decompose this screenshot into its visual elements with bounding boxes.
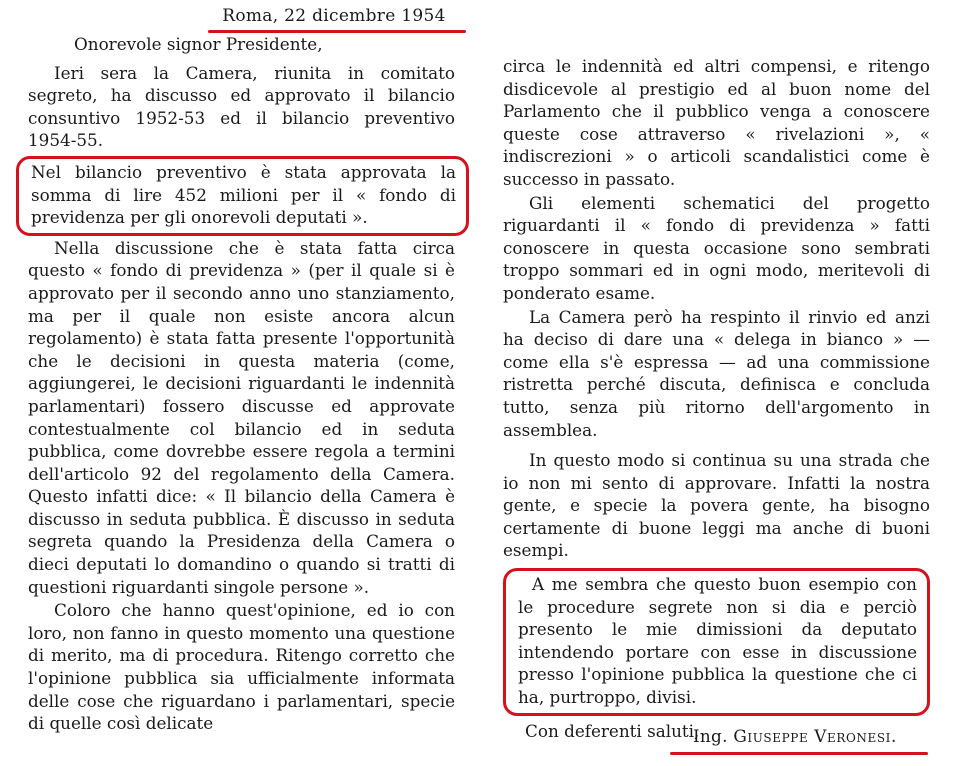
right-column bbox=[503, 55, 930, 742]
paragraph-right-1: circa le indennità ed altri compensi, e ritengo disdicevole al prestigio ed al buon nome del Parlamento che il pubblico venga a conoscere queste cose attraverso « rivelazioni », « indiscrezioni » o articoli scandalistici come è successo in passato. bbox=[503, 56, 930, 189]
signature-name: Giuseppe Veronesi. bbox=[733, 726, 897, 746]
closing: Con deferenti saluti, bbox=[525, 720, 700, 741]
highlighted-paragraph-right: A me sembra che questo buon esempio con le procedure segrete non si dia e perciò presento le mie dimissioni da deputato intendendo portare con esse in discussione presso l'opinione pubblica la questione che ci ha, purtroppo, divisi. bbox=[503, 568, 930, 716]
paragraph-left-4: Coloro che hanno quest'opinione, ed io con loro, non fanno in questo momento una questione di merito, ma di procedura. Ritengo corretto che l'opinione pubblica sia ufficialmente informata delle cose che riguardano i parlamentari, specie di quelle così delicate bbox=[28, 600, 455, 734]
signature-underline bbox=[670, 752, 928, 755]
paragraph-right-3: La Camera però ha respinto il rinvio ed anzi ha deciso di dare una « delega in bianco » — come ella s'è espressa — ad una commissione ristretta perché discuta, definisca e concluda tutto, senza più ritorno dell'argomento in assemblea. bbox=[503, 306, 930, 440]
paragraph-left-1: Ieri sera la Camera, riunita in comitato segreto, ha discusso ed approvato il bilancio consuntivo 1952-53 ed il bilancio preventivo 1954-55. bbox=[28, 62, 455, 151]
left-column bbox=[28, 33, 455, 735]
salutation: Onorevole signor Presidente, bbox=[74, 34, 323, 54]
paragraph-right-2: Gli elementi schematici del progetto riguardanti il « fondo di previdenza » fatti conoscere in questa occasione sono sembrati troppo sommari ed in ogni modo, meritevoli di ponderato esame. bbox=[503, 192, 930, 303]
paragraph-right-4: In questo modo si continua su una strada che io non mi sento di approvare. Infatti la nostra gente, e specie la povera gente, ha bisogno certamente di buone leggi ma anche di buoni esempi. bbox=[503, 450, 930, 561]
signature-title: Ing. bbox=[693, 726, 728, 746]
paragraph-left-3: Nella discussione che è stata fatta circa questo « fondo di previdenza » (per il quale si è approvato per il secondo anno uno stanziamento, ma per il quale non esiste ancora alcun regolamento) è stata fatta presente l'opportunità che le decisioni in questa materia (come, aggiungerei, le decisioni riguardanti le indennità parlamentari) fossero discusse ed approvate contestualmente col bilancio ed in seduta pubblica, come dovrebbe essere regola a termini dell'articolo 92 del regolamento della Camera. Questo infatti dice: « Il bilancio della Camera è discusso in seduta pubblica. È discusso in seduta segreta quando la Presidenza della Camera o dieci deputati lo domandino o quando si tratti di questioni riguardanti singole persone ». bbox=[28, 237, 455, 597]
dateline: Roma, 22 dicembre 1954 bbox=[222, 6, 446, 26]
highlighted-paragraph-left: Nel bilancio preventivo è stata approvata la somma di lire 452 milioni per il « fondo di previdenza per gli onorevoli deputati ». bbox=[16, 156, 469, 236]
signature bbox=[693, 726, 933, 746]
